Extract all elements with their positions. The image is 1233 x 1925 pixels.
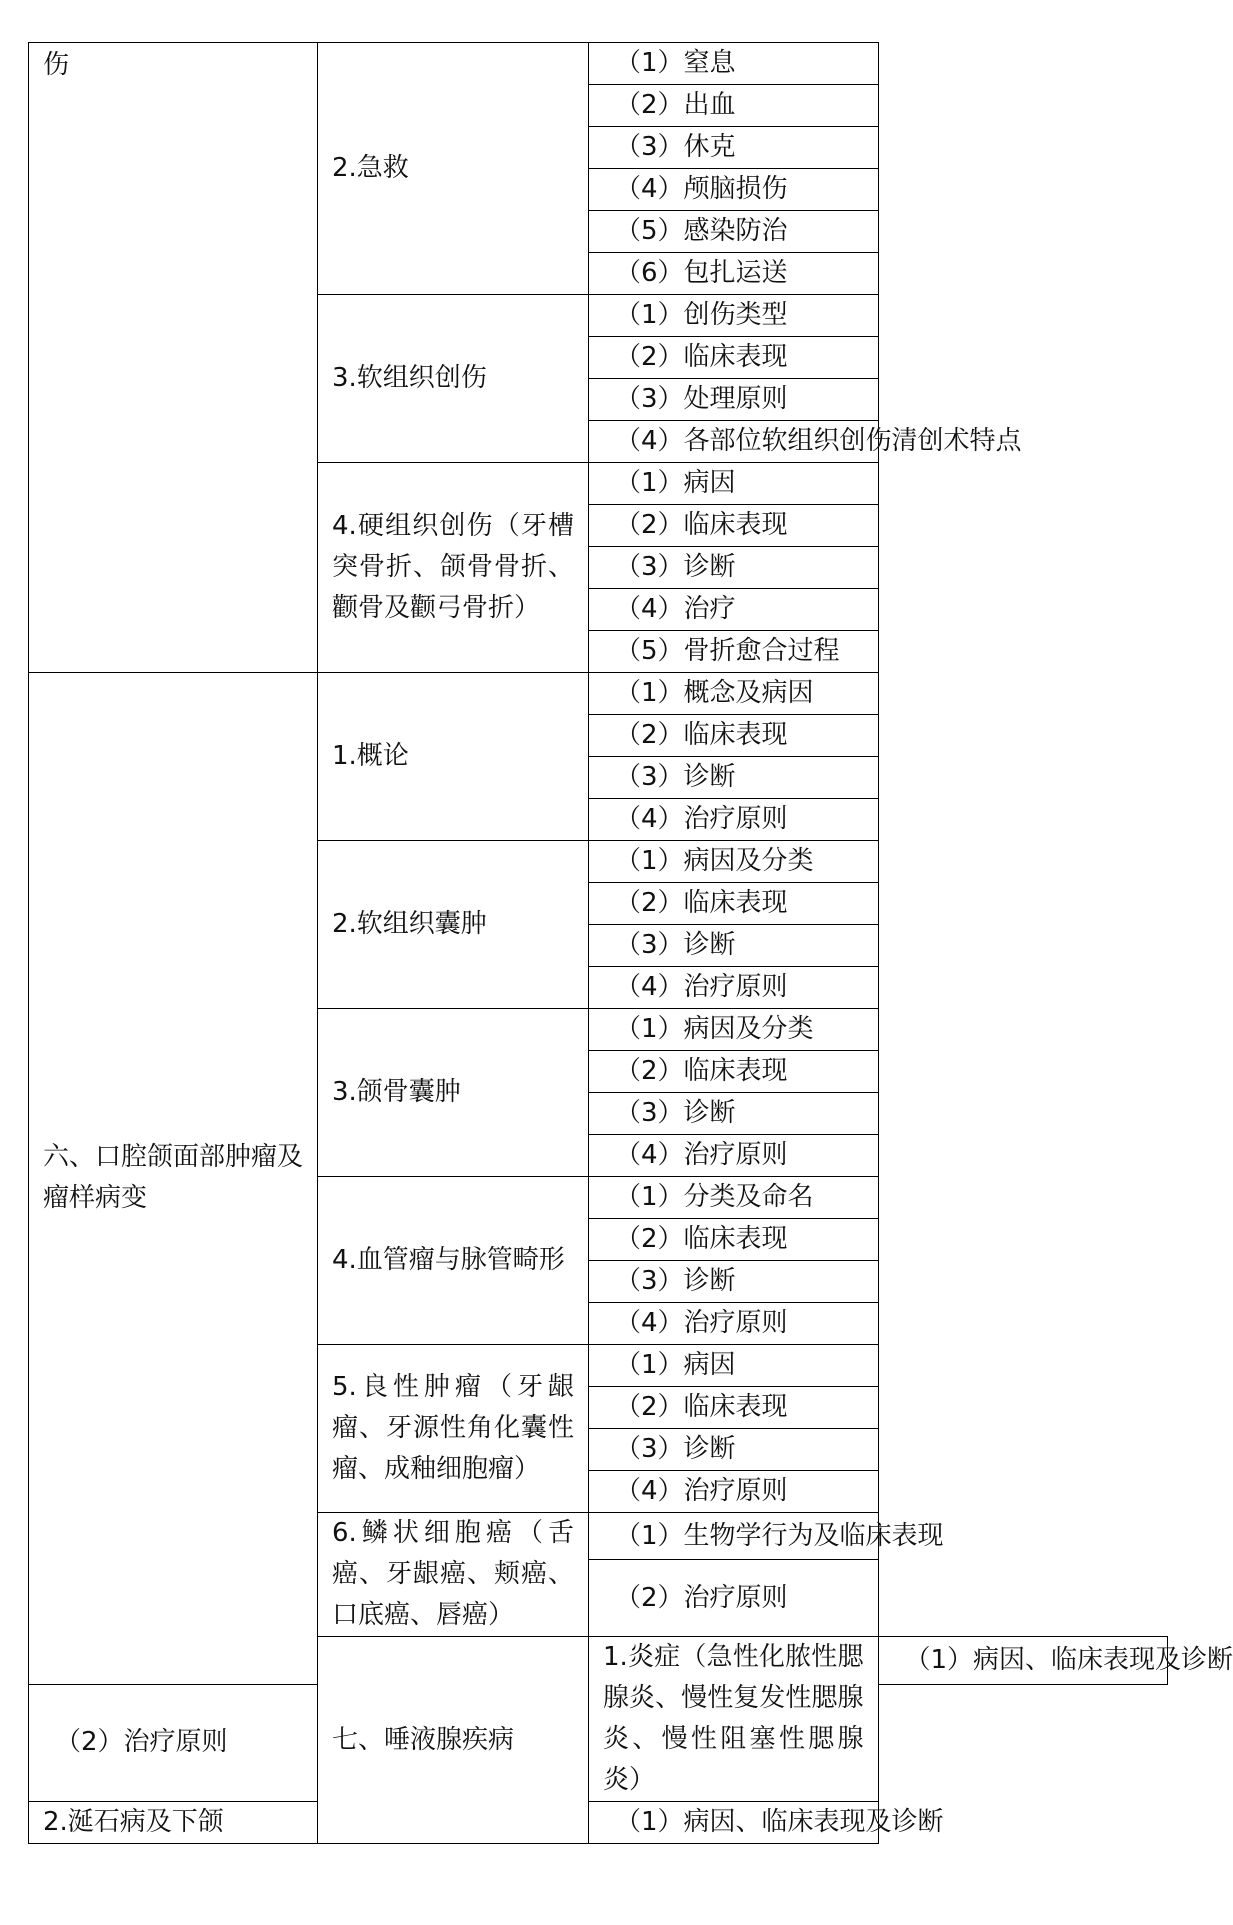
unit-cell: 3.软组织创伤 <box>318 295 589 463</box>
point-cell: （2）临床表现 <box>589 715 879 757</box>
point-cell: （3）诊断 <box>589 757 879 799</box>
point-cell: （3）诊断 <box>589 1093 879 1135</box>
unit-cell: 6.鳞状细胞癌（舌癌、牙龈癌、颊癌、口底癌、唇癌） <box>318 1513 589 1637</box>
point-cell: （1）创伤类型 <box>589 295 879 337</box>
point-cell: （3）诊断 <box>589 1261 879 1303</box>
point-cell: （4）治疗原则 <box>589 799 879 841</box>
point-cell: （2）临床表现 <box>589 1387 879 1429</box>
point-cell: （2）临床表现 <box>589 1051 879 1093</box>
chapter-cell: 六、口腔颌面部肿瘤及瘤样病变 <box>29 673 318 1685</box>
point-cell: （2）临床表现 <box>589 337 879 379</box>
point-cell: （3）诊断 <box>589 1429 879 1471</box>
point-cell: （1）病因、临床表现及诊断 <box>878 1637 1168 1685</box>
point-cell: （5）骨折愈合过程 <box>589 631 879 673</box>
unit-cell: 4.硬组织创伤（牙槽突骨折、颌骨骨折、颧骨及颧弓骨折） <box>318 463 589 673</box>
unit-cell: 2.软组织囊肿 <box>318 841 589 1009</box>
point-cell: （1）窒息 <box>589 43 879 85</box>
point-cell: （1）病因及分类 <box>589 1009 879 1051</box>
table-row <box>29 43 1168 85</box>
unit-cell: 1.炎症（急性化脓性腮腺炎、慢性复发性腮腺炎、慢性阻塞性腮腺炎） <box>589 1637 879 1802</box>
point-cell: （2）临床表现 <box>589 505 879 547</box>
point-cell: （2）出血 <box>589 85 879 127</box>
point-cell: （4）治疗原则 <box>589 967 879 1009</box>
point-cell: （2）临床表现 <box>589 1219 879 1261</box>
table-row <box>29 1802 1168 1844</box>
unit-cell: 2.涎石病及下颌 <box>29 1802 318 1844</box>
point-cell: （1）病因及分类 <box>589 841 879 883</box>
unit-cell: 2.急救 <box>318 43 589 295</box>
point-cell: （1）分类及命名 <box>589 1177 879 1219</box>
point-cell: （3）诊断 <box>589 925 879 967</box>
unit-cell: 5.良性肿瘤（牙龈瘤、牙源性角化囊性瘤、成釉细胞瘤） <box>318 1345 589 1513</box>
point-cell: （2）治疗原则 <box>589 1560 879 1637</box>
point-cell: （4）治疗原则 <box>589 1471 879 1513</box>
point-cell: （2）治疗原则 <box>29 1684 318 1801</box>
chapter-cell: 七、唾液腺疾病 <box>318 1637 589 1844</box>
table-row <box>29 673 1168 715</box>
point-cell: （3）休克 <box>589 127 879 169</box>
point-cell: （1）病因 <box>589 1345 879 1387</box>
point-cell: （5）感染防治 <box>589 211 879 253</box>
point-cell: （1）病因 <box>589 463 879 505</box>
point-cell: （3）处理原则 <box>589 379 879 421</box>
point-cell: （2）临床表现 <box>589 883 879 925</box>
point-cell: （3）诊断 <box>589 547 879 589</box>
point-cell: （4）颅脑损伤 <box>589 169 879 211</box>
point-cell: （6）包扎运送 <box>589 253 879 295</box>
syllabus-table <box>28 42 1233 1844</box>
point-cell: （4）各部位软组织创伤清创术特点 <box>589 421 879 463</box>
unit-cell: 4.血管瘤与脉管畸形 <box>318 1177 589 1345</box>
point-cell: （4）治疗原则 <box>589 1303 879 1345</box>
unit-cell: 1.概论 <box>318 673 589 841</box>
point-cell: （4）治疗 <box>589 589 879 631</box>
point-cell: （4）治疗原则 <box>589 1135 879 1177</box>
chapter-cell: 伤 <box>29 43 318 673</box>
point-cell: （1）病因、临床表现及诊断 <box>589 1802 879 1844</box>
point-cell: （1）生物学行为及临床表现 <box>589 1513 879 1560</box>
point-cell: （1）概念及病因 <box>589 673 879 715</box>
unit-cell: 3.颌骨囊肿 <box>318 1009 589 1177</box>
